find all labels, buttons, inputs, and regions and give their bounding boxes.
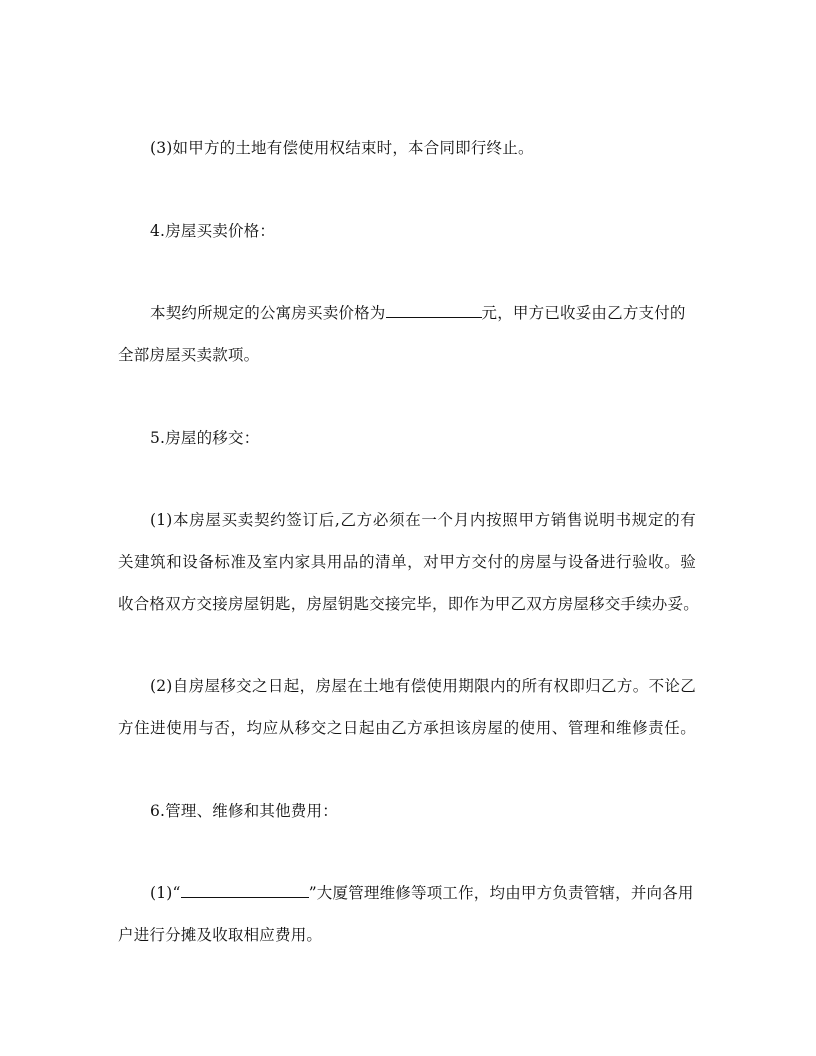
- section-5-heading: 5.房屋的移交：: [150, 429, 260, 447]
- building-name-blank: [181, 883, 309, 898]
- clause-6-1-text-after: ”大厦管理维修等项工作，均由甲方负责管辖，并向各用: [308, 884, 694, 902]
- clause-6-1-prefix: (1)“: [150, 884, 181, 902]
- section-4-heading: 4.房屋买卖价格：: [150, 222, 276, 240]
- section-6-heading: 6.管理、维修和其他费用：: [150, 802, 338, 820]
- price-clause-line2: 全部房屋买卖款项。: [118, 346, 260, 364]
- clause-5-1-line1: (1)本房屋买卖契约签订后,乙方必须在一个月内按照甲方销售说明书规定的有: [150, 511, 696, 529]
- clause-5-1-line2: 关建筑和设备标准及室内家具用品的清单，对甲方交付的房屋与设备进行验收。验: [118, 553, 696, 571]
- price-clause-text-after: 元，甲方已收妥由乙方支付的: [481, 304, 686, 322]
- clause-6-1-line2: 户进行分摊及收取相应费用。: [118, 926, 323, 944]
- price-blank: [386, 303, 482, 318]
- price-clause-line1: [150, 303, 696, 323]
- clause-6-1-line1: [150, 883, 696, 903]
- clause-5-2-line2: 方住进使用与否，均应从移交之日起由乙方承担该房屋的使用、管理和维修责任。: [118, 719, 696, 737]
- clause-5-2-line1: (2)自房屋移交之日起，房屋在土地有偿使用期限内的所有权即归乙方。不论乙: [150, 677, 696, 695]
- clause-3-3: (3)如甲方的土地有偿使用权结束时，本合同即行终止。: [150, 139, 534, 157]
- price-clause-text-before: 本契约所规定的公寓房买卖价格为: [150, 304, 386, 322]
- clause-5-1-line3: 收合格双方交接房屋钥匙，房屋钥匙交接完毕，即作为甲乙双方房屋移交手续办妥。: [118, 595, 699, 613]
